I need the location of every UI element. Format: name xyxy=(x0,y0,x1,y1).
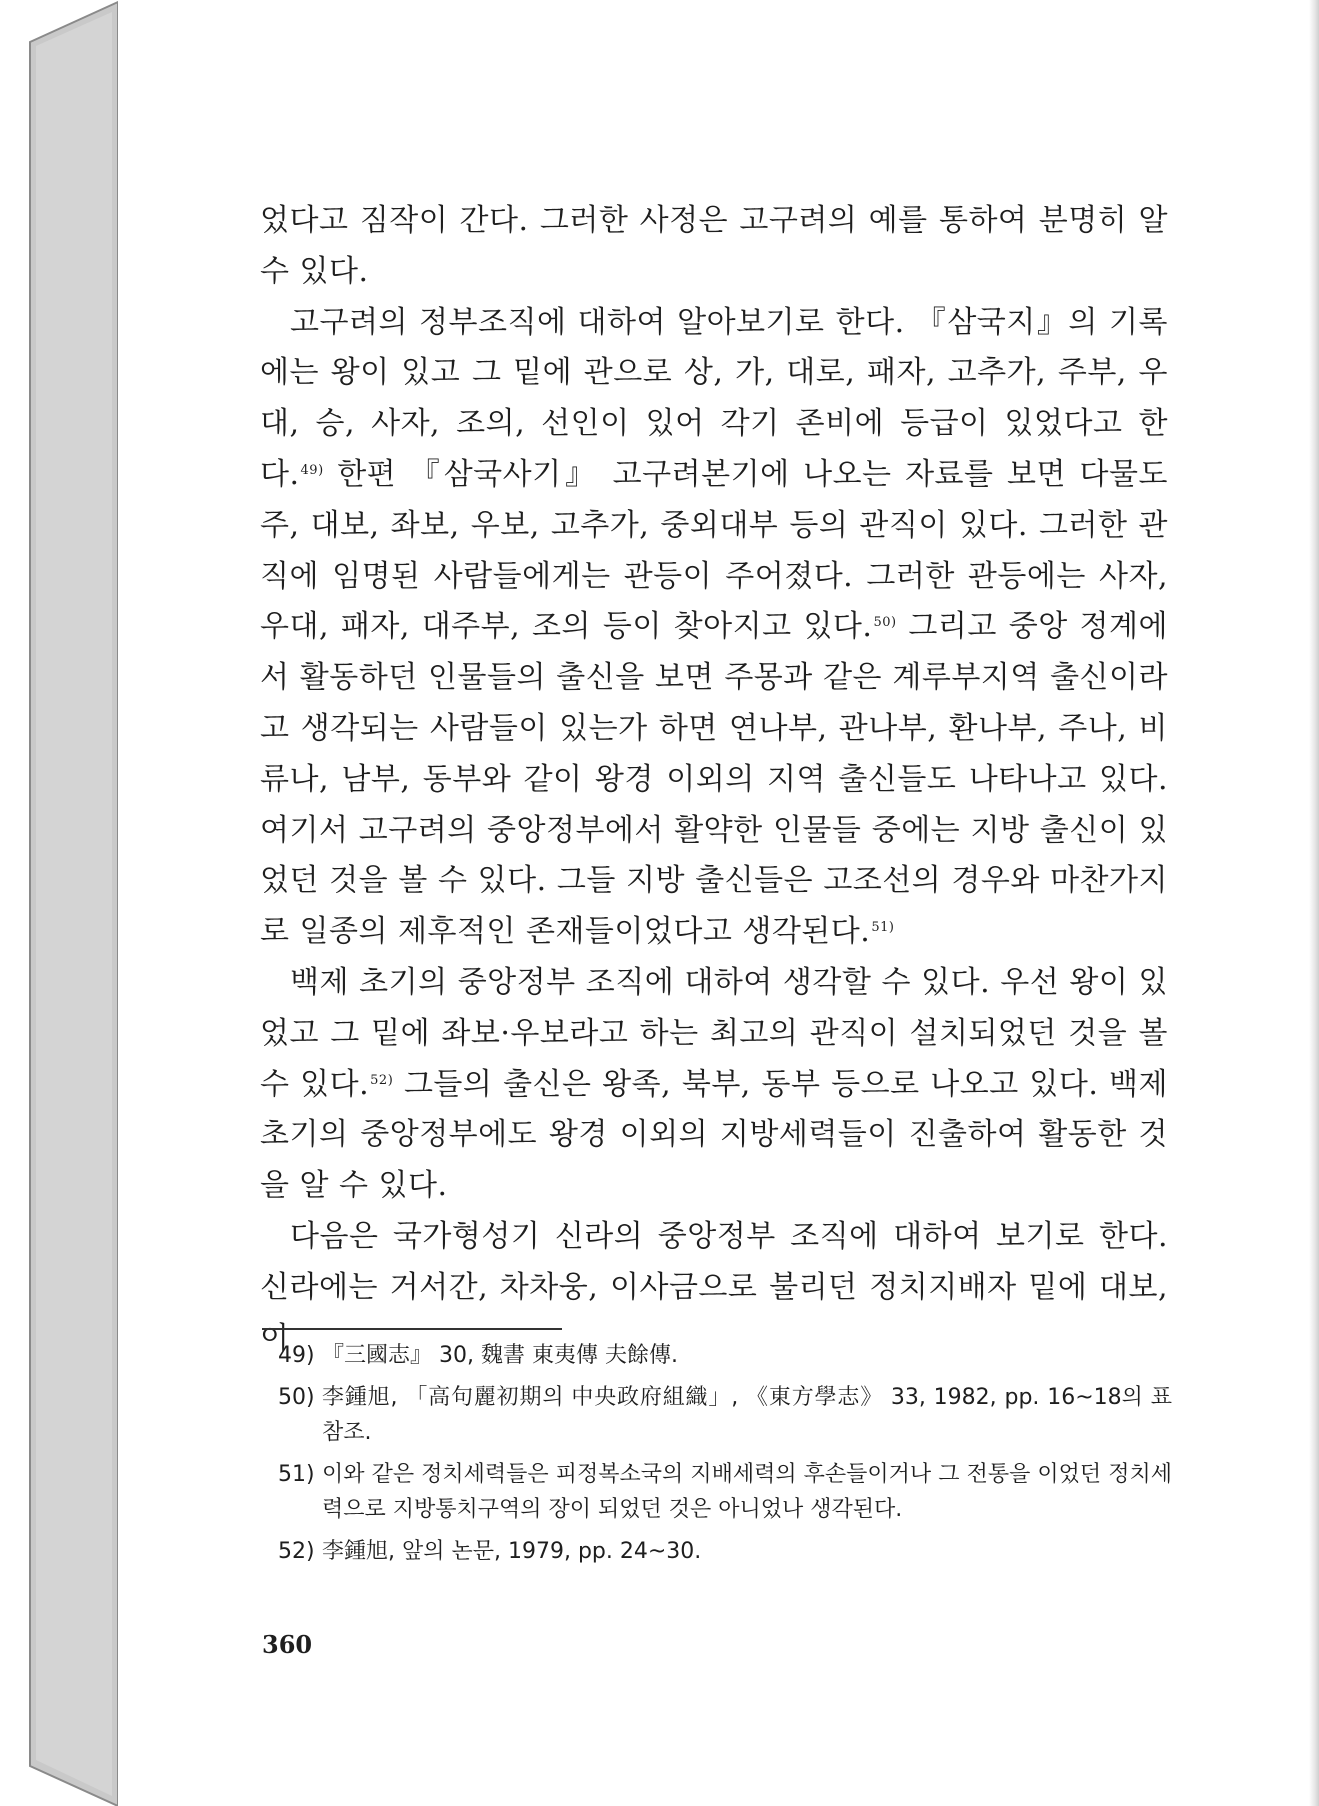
footnote-item xyxy=(262,1457,1172,1527)
footnote-divider xyxy=(262,1328,562,1330)
footnote-number: 49) xyxy=(278,1343,315,1368)
body-paragraph xyxy=(260,196,1168,298)
paragraph-text: 그리고 중앙 정계에서 활동하던 인물들의 출신을 보면 주몽과 같은 계루부지역 출신이라고 생각되는 사람들이 있는가 하면 연나부, 관나부, 환나부, 주나, 비류나, 남부, 동부와 같이 왕경 이외의 지역 출신들도 나타나고 있다. 여기서 고구려의 중앙정부에서 활약한 인물들 중에는 지방 출신이 있었던 것을 볼 수 있다. 그들 지방 출신들은 고조선의 경우와 마찬가지로 일종의 제후적인 존재들이었다고 생각된다. xyxy=(260,609,1168,950)
footnotes xyxy=(262,1338,1172,1576)
paragraph-text: 다음은 국가형성기 신라의 중앙정부 조직에 대하여 보기로 한다. 신라에는 거서간, 차차웅, 이사금으로 불리던 정치지배자 밑에 대보, 이 xyxy=(260,1218,1168,1356)
paragraph-text: 백제 초기의 중앙정부 조직에 대하여 생각할 수 있다. 우선 왕이 있었고 그 밑에 좌보·우보라고 하는 최고의 관직이 설치되었던 것을 볼 수 있다. xyxy=(260,964,1168,1102)
body-paragraph xyxy=(260,298,1168,958)
footnote-number: 51) xyxy=(278,1462,315,1487)
footnote-text: 『三國志』 30, 魏書 東夷傳 夫餘傳. xyxy=(322,1343,678,1368)
paragraph-text: 었다고 짐작이 간다. 그러한 사정은 고구려의 예를 통하여 분명히 알 수 있다. xyxy=(260,203,1168,289)
body-paragraph xyxy=(260,958,1168,1212)
page-edge xyxy=(1309,0,1319,1806)
footnote-item xyxy=(262,1338,1172,1373)
footnote-item xyxy=(262,1380,1172,1450)
footnote-text: 李鍾旭, 앞의 논문, 1979, pp. 24~30. xyxy=(322,1539,702,1564)
paragraph-text: 그들의 출신은 왕족, 북부, 동부 등으로 나오고 있다. 백제 초기의 중앙정부에도 왕경 이외의 지방세력들이 진출하여 활동한 것을 알 수 있다. xyxy=(260,1066,1168,1204)
paragraph-text: 고구려의 정부조직에 대하여 알아보기로 한다. 『삼국지』의 기록에는 왕이 있고 그 밑에 관으로 상, 가, 대로, 패자, 고추가, 주부, 우대, 승, 사자, 조의, 선인이 있어 각기 존비에 등급이 있었다고 한다. xyxy=(260,304,1168,492)
footnote-text: 이와 같은 정치세력들은 피정복소국의 지배세력의 후손들이거나 그 전통을 이었던 정치세력으로 지방통치구역의 장이 되었던 것은 아니었나 생각된다. xyxy=(322,1462,1172,1522)
footnote-reference[interactable]: 49) xyxy=(300,462,324,478)
footnote-reference[interactable]: 52) xyxy=(370,1072,394,1088)
footnote-reference[interactable]: 50) xyxy=(873,615,897,631)
body-text xyxy=(260,196,1168,1364)
footnote-reference[interactable]: 51) xyxy=(871,920,895,936)
paragraph-text: 한편 『삼국사기』 고구려본기에 나오는 자료를 보면 다물도주, 대보, 좌보, 우보, 고추가, 중외대부 등의 관직이 있다. 그러한 관직에 임명된 사람들에게는 관등이 주어졌다. 그러한 관등에는 사자, 우대, 패자, 대주부, 조의 등이 찾아지고 있다. xyxy=(260,456,1168,645)
footnote-item xyxy=(262,1534,1172,1569)
page-number: 360 xyxy=(262,1630,313,1659)
book-spine xyxy=(0,0,130,1806)
footnote-number: 52) xyxy=(278,1539,315,1564)
footnote-number: 50) xyxy=(278,1385,315,1410)
footnote-text: 李鍾旭, 「高句麗初期의 中央政府組織」, 《東方學志》 33, 1982, pp. 16~18의 표 참조. xyxy=(322,1385,1172,1445)
